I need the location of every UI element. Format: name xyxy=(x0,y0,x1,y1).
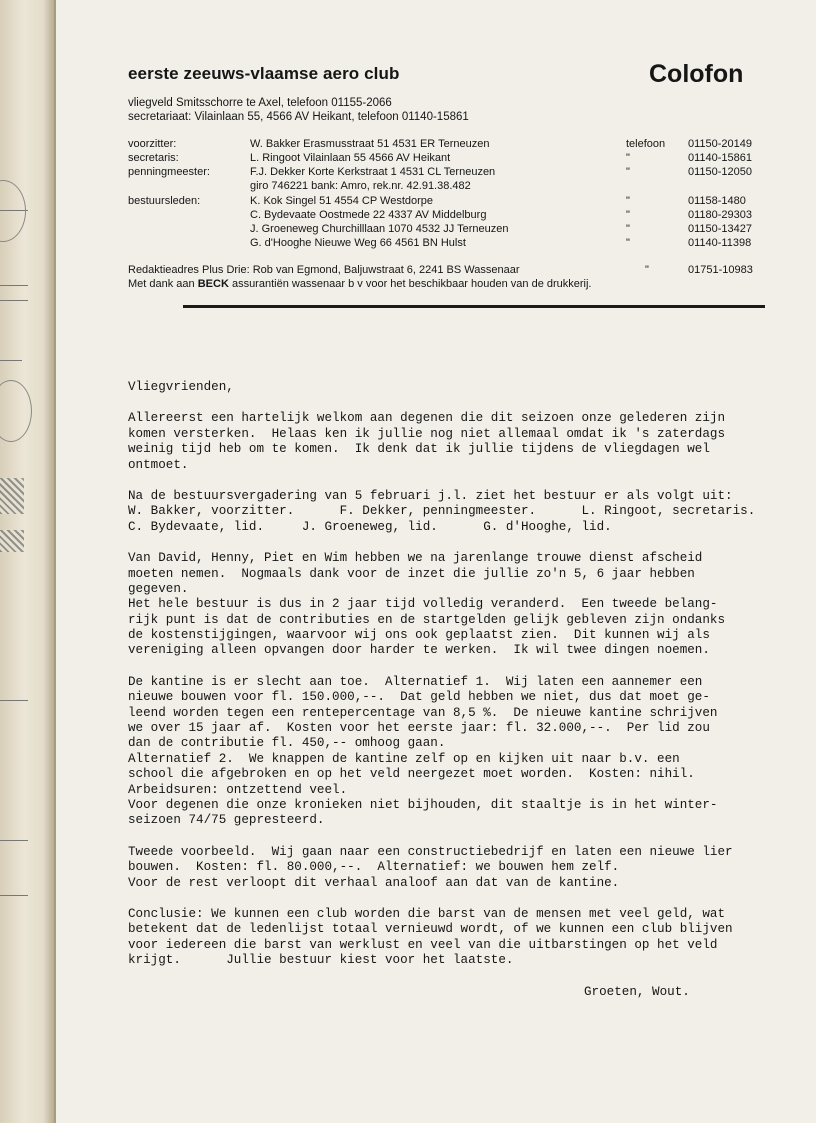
letter-line: Arbeidsuren: ontzettend veel. xyxy=(128,782,348,797)
binding-hatch-pattern xyxy=(0,530,24,552)
paragraph-gap xyxy=(128,395,808,411)
binding-sketch-arc xyxy=(0,180,26,242)
letter-line: Tweede voorbeeld. Wij gaan naar een constructiebedrijf en laten een nieuwe lier xyxy=(128,844,733,859)
letter-line: Voor de rest verloopt dit verhaal analoof aan dat van de kantine. xyxy=(128,875,620,890)
paragraph-gap xyxy=(128,891,808,907)
board-phone: 01150-12050 xyxy=(688,166,753,178)
letter-line: seizoen 74/75 gepresteerd. xyxy=(128,813,325,828)
letter-line: school die afgebroken en op het veld neergezet moet worden. Kosten: nihil. xyxy=(128,767,695,782)
letter-line: Alternatief 2. We knappen de kantine zelf op en kijken uit naar b.v. een xyxy=(128,751,680,766)
board-phone: 01150-13427 xyxy=(688,223,753,235)
letter-line: krijgt. Jullie bestuur kiest voor het laatste. xyxy=(128,953,514,968)
letter-line: we over 15 jaar af. Kosten voor het eerste jaar: fl. 32.000,--. Per lid zou xyxy=(128,721,710,736)
letter-line: Voor degenen die onze kronieken niet bijhouden, dit staaltje is in het winter- xyxy=(128,797,718,812)
board-phone-label: telefoon xyxy=(626,138,666,150)
board-member-details: J. Groeneweg Churchilllaan 1070 4532 JJ Terneuzen xyxy=(250,223,509,235)
binding-line xyxy=(0,700,28,701)
editorial-address: Redaktieadres Plus Drie: Rob van Egmond, Baljuwstraat 6, 2241 BS Wassenaar xyxy=(128,264,520,276)
paragraph-gap xyxy=(128,659,808,675)
letter-line: Conclusie: We kunnen een club worden die barst van de mensen met veel geld, wat xyxy=(128,906,726,921)
thanks-prefix: Met dank aan xyxy=(128,278,198,290)
letter-line: moeten nemen. Nogmaals dank voor de inzet die jullie zo'n 5, 6 jaar hebben xyxy=(128,566,695,581)
letter-line: voor iedereen die barst van werklust en veel van die uitbarstingen op het veld xyxy=(128,937,718,952)
board-phone-label: " xyxy=(626,237,630,249)
letter-line: C. Bydevaate, lid. J. Groeneweg, lid. G. d'Hooghe, lid. xyxy=(128,519,612,534)
letter-line: nieuwe bouwen voor fl. 150.000,--. Dat geld hebben we niet, dus dat moet ge- xyxy=(128,690,710,705)
letter-line: Van David, Henny, Piet en Wim hebben we na jarenlange trouwe dienst afscheid xyxy=(128,551,703,566)
printing-thanks xyxy=(128,278,592,290)
letter-line: Het hele bestuur is dus in 2 jaar tijd volledig veranderd. Een tweede belang- xyxy=(128,597,718,612)
board-member-details: giro 746221 bank: Amro, rek.nr. 42.91.38.482 xyxy=(250,180,471,192)
letter-line: gegeven. xyxy=(128,581,189,596)
binding-line xyxy=(0,840,28,841)
binding-sketch-arc xyxy=(0,380,32,442)
letter-line: Allereerst een hartelijk welkom aan degenen die dit seizoen onze gelederen zijn xyxy=(128,411,726,426)
binding-line xyxy=(0,300,28,301)
letter-line: de kostenstijgingen, waarvoor wij ons ook geplaatst zien. Dit kunnen wij als xyxy=(128,628,710,643)
board-phone: 01180-29303 xyxy=(688,209,753,221)
board-member-details: K. Kok Singel 51 4554 CP Westdorpe xyxy=(250,195,434,207)
letter-line: W. Bakker, voorzitter. F. Dekker, penningmeester. L. Ringoot, secretaris. xyxy=(128,504,756,519)
header-divider xyxy=(183,305,765,308)
section-title: Colofon xyxy=(649,60,744,88)
board-member-details: G. d'Hooghe Nieuwe Weg 66 4561 BN Hulst xyxy=(250,237,466,249)
board-phone-label: " xyxy=(626,195,630,207)
letter-line: rijk punt is dat de contributies en de startgelden gelijk gebleven zijn ondanks xyxy=(128,612,726,627)
letter-closing: Groeten, Wout. xyxy=(584,984,690,999)
letter-line: De kantine is er slecht aan toe. Alternatief 1. Wij laten een aannemer een xyxy=(128,674,703,689)
board-member-details: F.J. Dekker Korte Kerkstraat 1 4531 CL Terneuzen xyxy=(250,166,496,178)
board-phone: 01158-1480 xyxy=(688,195,746,207)
letter-line: bouwen. Kosten: fl. 80.000,--. Alternatief: we bouwen hem zelf. xyxy=(128,860,620,875)
magazine-binding xyxy=(0,0,56,1123)
paragraph-gap xyxy=(128,473,808,489)
board-role: voorzitter: xyxy=(128,138,177,150)
board-member-details: C. Bydevaate Oostmede 22 4337 AV Middelburg xyxy=(250,209,487,221)
board-phone-label: " xyxy=(626,152,630,164)
letter-line: Na de bestuursvergadering van 5 februari j.l. ziet het bestuur er als volgt uit: xyxy=(128,488,733,503)
letter-body xyxy=(128,380,808,1000)
letter-line: leend worden tegen een rentepercentage van 8,5 %. De nieuwe kantine schrijven xyxy=(128,705,718,720)
board-role: secretaris: xyxy=(128,152,179,164)
letter-line: komen versterken. Helaas ken ik jullie nog niet allemaal omdat ik 's zaterdags xyxy=(128,426,726,441)
letter-line: weinig tijd heb om te komen. Ik denk dat ik jullie tijdens de vliegdagen wel xyxy=(128,442,710,457)
club-name: eerste zeeuws-vlaamse aero club xyxy=(128,64,400,83)
letter-line: betekent dat de ledenlijst totaal vernieuwd wordt, of we kunnen een club blijven xyxy=(128,922,733,937)
colofon-page xyxy=(57,0,816,1123)
board-role: penningmeester: xyxy=(128,166,210,178)
paragraph-gap xyxy=(128,829,808,845)
binding-line xyxy=(0,360,22,361)
airfield-line: vliegveld Smitsschorre te Axel, telefoon 01155-2066 xyxy=(128,97,392,109)
letter-salutation: Vliegvrienden, xyxy=(128,380,234,394)
thanks-suffix: assurantiën wassenaar b v voor het beschikbaar houden van de drukkerij. xyxy=(228,278,592,290)
secretariat-line: secretariaat: Vilainlaan 55, 4566 AV Heikant, telefoon 01140-15861 xyxy=(128,111,469,123)
sponsor-name: BECK xyxy=(197,278,229,290)
letter-line: ontmoet. xyxy=(128,457,189,472)
board-phone: 01150-20149 xyxy=(688,138,753,150)
board-member-details: W. Bakker Erasmusstraat 51 4531 ER Terneuzen xyxy=(250,138,490,150)
board-phone: 01140-15861 xyxy=(688,152,753,164)
paragraph-gap xyxy=(128,535,808,551)
board-member-details: L. Ringoot Vilainlaan 55 4566 AV Heikant xyxy=(250,152,451,164)
board-phone: 01140-11398 xyxy=(688,237,752,249)
editorial-phone-label: " xyxy=(645,264,649,276)
board-phone-label: " xyxy=(626,166,630,178)
board-role: bestuursleden: xyxy=(128,195,201,207)
editorial-phone: 01751-10983 xyxy=(688,264,753,276)
board-phone-label: " xyxy=(626,209,630,221)
paragraph-gap xyxy=(128,969,808,985)
binding-line xyxy=(0,285,28,286)
binding-hatch-pattern xyxy=(0,478,24,514)
board-phone-label: " xyxy=(626,223,630,235)
binding-line xyxy=(0,895,28,896)
letter-line: dan de contributie fl. 450,-- omhoog gaan. xyxy=(128,736,446,751)
letter-line: vereniging alleen opvangen door harder te werken. Ik wil twee dingen noemen. xyxy=(128,643,710,658)
